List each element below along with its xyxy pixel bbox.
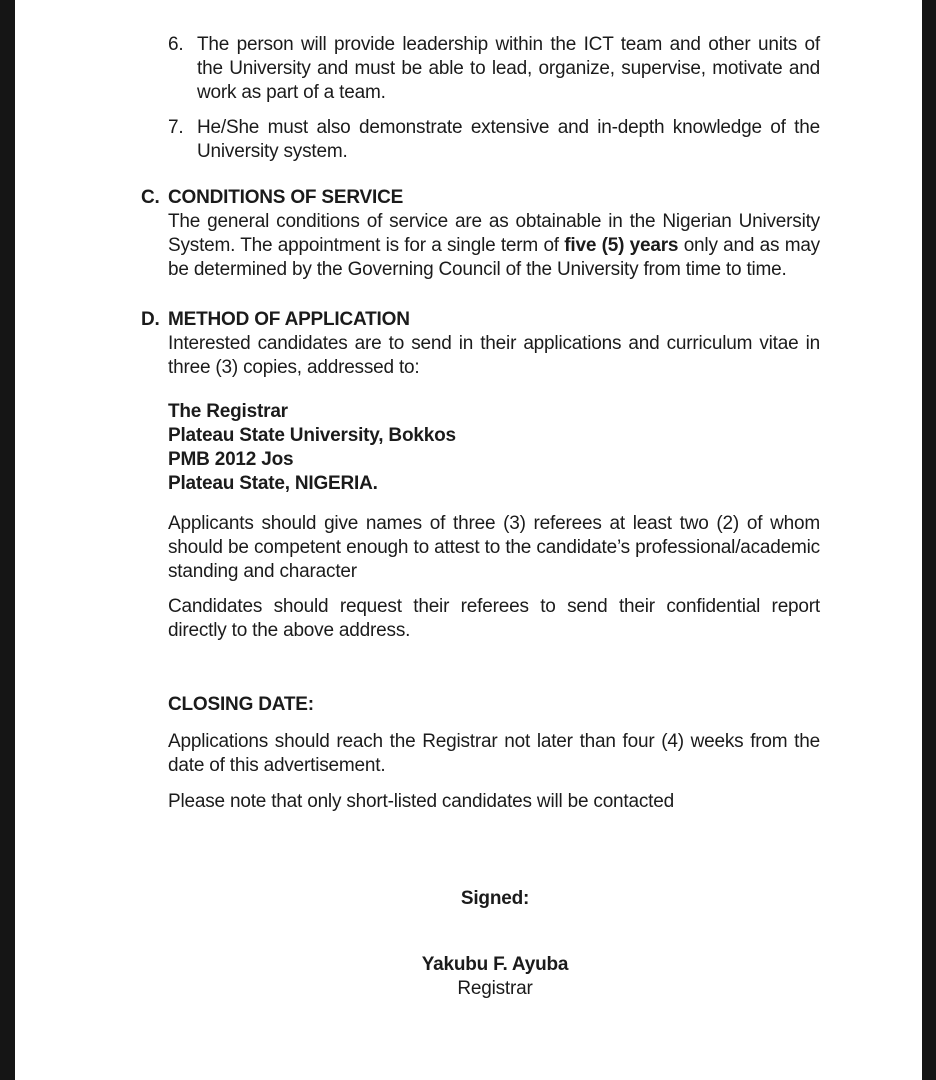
section-d-heading: [141, 308, 820, 332]
document-content: [141, 33, 820, 1001]
paragraph-shortlist-note: Please note that only short-listed candidates will be contacted: [168, 791, 674, 812]
section-c-body: [168, 210, 820, 282]
paragraph-referees: Applicants should give names of three (3) referees at least two (2) of whom should be competent enough to attest to the candidate’s professional/academic standing and character: [168, 513, 820, 582]
body-text: only and as may be determined by the Governing Council of the University from time to time.: [168, 235, 820, 280]
list-item-text: The person will provide leadership within the ICT team and other units of the University and must be able to lead, organize, supervise, motivate and work as part of a team.: [197, 34, 820, 103]
emphasis-five-years: five (5) years: [564, 235, 679, 256]
signatory-name: Yakubu F. Ayuba: [421, 954, 569, 975]
list-item-6: [168, 33, 820, 105]
section-title: METHOD OF APPLICATION: [168, 309, 410, 330]
address-line: The Registrar: [168, 401, 288, 422]
body-text: The general conditions of service are as obtainable in the Nigerian University System. The appointment is for a single term of: [168, 211, 820, 256]
paragraph-confidential: Candidates should request their referees to send their confidential report directly to the above address.: [168, 596, 820, 641]
signatory: [170, 953, 820, 1001]
section-c-heading: [141, 186, 820, 210]
list-item-7: [168, 116, 820, 164]
section-d-body: Interested candidates are to send in their applications and curriculum vitae in three (3) copies, addressed to:: [168, 333, 820, 378]
scan-edge-left-bar: [0, 0, 15, 1080]
address-line: Plateau State University, Bokkos: [168, 425, 456, 446]
list-item-text: He/She must also demonstrate extensive and in-depth knowledge of the University system.: [197, 117, 820, 162]
address-line: PMB 2012 Jos: [168, 449, 294, 470]
closing-date-heading: CLOSING DATE:: [168, 694, 314, 715]
scan-edge-right-bar: [922, 0, 936, 1080]
address-line: Plateau State, NIGERIA.: [168, 473, 378, 494]
signatory-title: Registrar: [457, 978, 533, 999]
section-letter: C.: [141, 187, 160, 208]
section-letter: D.: [141, 309, 160, 330]
signed-label: Signed:: [460, 888, 530, 909]
section-title: CONDITIONS OF SERVICE: [168, 187, 404, 208]
address-block: [168, 400, 820, 496]
list-item-number: 6.: [168, 34, 184, 55]
list-item-number: 7.: [168, 117, 184, 138]
paragraph-closing-deadline: Applications should reach the Registrar not later than four (4) weeks from the date of this advertisement.: [168, 731, 820, 776]
signature-block: [141, 887, 820, 1001]
